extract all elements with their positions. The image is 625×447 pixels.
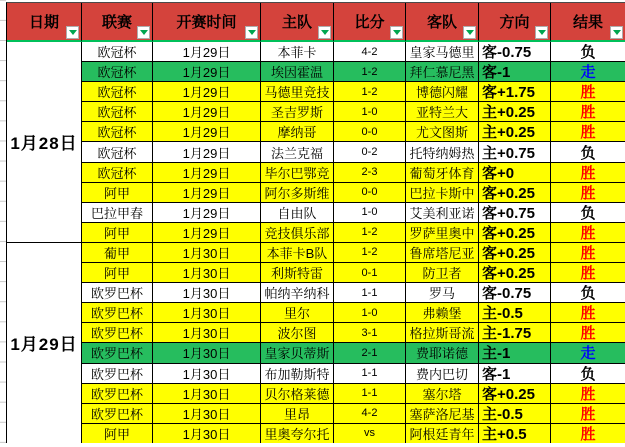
cell-time[interactable]: 1月30日 (153, 424, 261, 444)
filter-dropdown-icon (140, 30, 148, 35)
match-results-table (6, 2, 625, 444)
cell-direction[interactable]: 客+0.25 (479, 243, 551, 263)
cell-score[interactable]: 1-2 (334, 82, 406, 102)
filter-dropdown-icon (538, 30, 546, 35)
column-header-result (551, 3, 625, 42)
cell-score[interactable]: 0-0 (334, 183, 406, 203)
cell-home-team[interactable]: 摩纳哥 (261, 122, 334, 142)
cell-away-team[interactable]: 巴拉卡斯中 (406, 183, 479, 203)
cell-score[interactable]: 0-1 (334, 263, 406, 283)
cell-direction[interactable]: 客-1 (479, 62, 551, 82)
filter-dropdown-icon (248, 30, 256, 35)
cell-result[interactable]: 负 (551, 283, 625, 303)
cell-score[interactable]: 1-1 (334, 364, 406, 384)
cell-result[interactable]: 胜 (551, 102, 625, 122)
cell-league[interactable]: 欧冠杯 (82, 42, 153, 62)
cell-direction[interactable]: 客+0.25 (479, 183, 551, 203)
cell-away-team[interactable]: 阿根廷青年 (406, 424, 479, 444)
cell-time[interactable]: 1月30日 (153, 283, 261, 303)
cell-score[interactable]: 0-2 (334, 142, 406, 162)
cell-league[interactable]: 欧罗巴杯 (82, 303, 153, 323)
cell-result[interactable]: 走 (551, 62, 625, 82)
cell-away-team[interactable]: 罗萨里奥中 (406, 223, 479, 243)
cell-direction[interactable]: 主-0.5 (479, 303, 551, 323)
cell-time[interactable]: 1月30日 (153, 364, 261, 384)
cell-league[interactable]: 欧冠杯 (82, 163, 153, 183)
cell-league[interactable]: 欧罗巴杯 (82, 384, 153, 404)
filter-button-home[interactable] (318, 26, 331, 39)
cell-direction[interactable]: 客+0.25 (479, 223, 551, 243)
column-header-league (82, 3, 153, 42)
cell-result[interactable]: 胜 (551, 263, 625, 283)
cell-league[interactable]: 葡甲 (82, 243, 153, 263)
cell-league[interactable]: 阿甲 (82, 263, 153, 283)
cell-home-team[interactable]: 马德里竞技 (261, 82, 334, 102)
cell-score[interactable]: 1-0 (334, 203, 406, 223)
cell-result[interactable]: 胜 (551, 303, 625, 323)
cell-time[interactable]: 1月30日 (153, 384, 261, 404)
cell-direction[interactable]: 客+0.25 (479, 384, 551, 404)
cell-time[interactable]: 1月29日 (153, 102, 261, 122)
cell-away-team[interactable]: 费耶诺德 (406, 343, 479, 363)
cell-league[interactable]: 欧冠杯 (82, 102, 153, 122)
cell-result[interactable]: 胜 (551, 163, 625, 183)
cell-league[interactable]: 欧罗巴杯 (82, 364, 153, 384)
cell-result[interactable]: 负 (551, 203, 625, 223)
cell-league[interactable]: 阿甲 (82, 424, 153, 444)
cell-away-team[interactable]: 托特纳姆热 (406, 142, 479, 162)
cell-direction[interactable]: 客+0.25 (479, 263, 551, 283)
cell-score[interactable]: 2-1 (334, 343, 406, 363)
filter-button-result[interactable] (610, 26, 623, 39)
cell-away-team[interactable]: 弗赖堡 (406, 303, 479, 323)
cell-league[interactable]: 欧罗巴杯 (82, 323, 153, 343)
cell-time[interactable]: 1月30日 (153, 263, 261, 283)
cell-home-team[interactable]: 利斯特雷 (261, 263, 334, 283)
column-header-label: 主队 (281, 14, 312, 31)
cell-away-team[interactable]: 罗马 (406, 283, 479, 303)
date-cell[interactable]: 1月29日 (7, 243, 82, 444)
cell-away-team[interactable]: 艾美利亚诺 (406, 203, 479, 223)
filter-dropdown-icon (393, 30, 401, 35)
cell-score[interactable]: 2-3 (334, 163, 406, 183)
filter-button-league[interactable] (137, 26, 150, 39)
column-header-label: 方向 (499, 14, 530, 31)
cell-score[interactable]: 1-2 (334, 223, 406, 243)
cell-home-team[interactable]: 帕纳辛纳科 (261, 283, 334, 303)
cell-direction[interactable]: 主+0.75 (479, 142, 551, 162)
cell-away-team[interactable]: 亚特兰大 (406, 102, 479, 122)
cell-away-team[interactable]: 塞萨洛尼基 (406, 404, 479, 424)
cell-result[interactable]: 负 (551, 42, 625, 62)
column-header-date (7, 3, 82, 42)
column-header-label: 开赛时间 (176, 14, 237, 31)
cell-time[interactable]: 1月29日 (153, 203, 261, 223)
cell-home-team[interactable]: 里奥夸尔托 (261, 424, 334, 444)
cell-away-team[interactable]: 葡萄牙体育 (406, 163, 479, 183)
date-cell[interactable]: 1月28日 (7, 42, 82, 243)
cell-direction[interactable]: 客-0.75 (479, 283, 551, 303)
cell-time[interactable]: 1月29日 (153, 82, 261, 102)
cell-result[interactable]: 负 (551, 364, 625, 384)
cell-direction[interactable]: 客-1 (479, 364, 551, 384)
cell-time[interactable]: 1月30日 (153, 243, 261, 263)
cell-home-team[interactable]: 自由队 (261, 203, 334, 223)
cell-home-team[interactable]: 贝尔格莱德 (261, 384, 334, 404)
cell-away-team[interactable]: 尤文图斯 (406, 122, 479, 142)
cell-league[interactable]: 欧罗巴杯 (82, 283, 153, 303)
column-header-label: 日期 (28, 14, 59, 31)
cell-league[interactable]: 欧冠杯 (82, 142, 153, 162)
cell-away-team[interactable]: 塞尔塔 (406, 384, 479, 404)
cell-direction[interactable]: 客+0.75 (479, 203, 551, 223)
filter-button-direction[interactable] (535, 26, 548, 39)
filter-button-score[interactable] (390, 26, 403, 39)
cell-time[interactable]: 1月30日 (153, 323, 261, 343)
cell-score[interactable]: 3-1 (334, 323, 406, 343)
cell-home-team[interactable]: 圣吉罗斯 (261, 102, 334, 122)
cell-direction[interactable]: 客+0 (479, 163, 551, 183)
cell-score[interactable]: 1-2 (334, 243, 406, 263)
cell-score[interactable]: 1-1 (334, 283, 406, 303)
cell-result[interactable]: 胜 (551, 243, 625, 263)
cell-time[interactable]: 1月29日 (153, 183, 261, 203)
column-header-label: 联赛 (101, 14, 132, 31)
cell-home-team[interactable]: 波尔图 (261, 323, 334, 343)
column-header-label: 比分 (354, 14, 385, 31)
cell-result[interactable]: 胜 (551, 323, 625, 343)
cell-result[interactable]: 胜 (551, 122, 625, 142)
cell-result[interactable]: 胜 (551, 424, 625, 444)
cell-league[interactable]: 阿甲 (82, 223, 153, 243)
cell-score[interactable]: 4-2 (334, 404, 406, 424)
column-header-home (261, 3, 334, 42)
cell-score[interactable]: vs (334, 424, 406, 444)
cell-direction[interactable]: 客-0.75 (479, 42, 551, 62)
cell-score[interactable]: 1-2 (334, 62, 406, 82)
cell-result[interactable]: 负 (551, 142, 625, 162)
cell-home-team[interactable]: 布加勒斯特 (261, 364, 334, 384)
cell-direction[interactable]: 主-1.75 (479, 323, 551, 343)
cell-time[interactable]: 1月30日 (153, 404, 261, 424)
cell-away-team[interactable]: 格拉斯哥流 (406, 323, 479, 343)
cell-result[interactable]: 胜 (551, 404, 625, 424)
cell-time[interactable]: 1月30日 (153, 343, 261, 363)
cell-league[interactable]: 欧冠杯 (82, 122, 153, 142)
bottom-gutter (0, 443, 625, 447)
filter-dropdown-icon (466, 30, 474, 35)
cell-home-team[interactable]: 毕尔巴鄂竞 (261, 163, 334, 183)
filter-button-time[interactable] (245, 26, 258, 39)
cell-away-team[interactable]: 防卫者 (406, 263, 479, 283)
cell-time[interactable]: 1月29日 (153, 223, 261, 243)
cell-time[interactable]: 1月29日 (153, 62, 261, 82)
cell-result[interactable]: 胜 (551, 82, 625, 102)
cell-direction[interactable]: 主-1 (479, 343, 551, 363)
cell-result[interactable]: 走 (551, 343, 625, 363)
column-header-score (334, 3, 406, 42)
cell-time[interactable]: 1月29日 (153, 42, 261, 62)
cell-home-team[interactable]: 本菲卡 (261, 42, 334, 62)
cell-score[interactable]: 1-0 (334, 102, 406, 122)
cell-away-team[interactable]: 费内巴切 (406, 364, 479, 384)
cell-home-team[interactable]: 埃因霍温 (261, 62, 334, 82)
cell-direction[interactable]: 客+1.75 (479, 82, 551, 102)
cell-away-team[interactable]: 博德闪耀 (406, 82, 479, 102)
cell-result[interactable]: 胜 (551, 223, 625, 243)
cell-direction[interactable]: 主+0.25 (479, 122, 551, 142)
cell-result[interactable]: 胜 (551, 183, 625, 203)
column-header-label: 结果 (572, 14, 603, 31)
cell-score[interactable]: 0-0 (334, 122, 406, 142)
cell-league[interactable]: 欧冠杯 (82, 82, 153, 102)
cell-home-team[interactable]: 里昂 (261, 404, 334, 424)
cell-time[interactable]: 1月29日 (153, 142, 261, 162)
cell-league[interactable]: 阿甲 (82, 183, 153, 203)
column-header-away (406, 3, 479, 42)
cell-home-team[interactable]: 本菲卡B队 (261, 243, 334, 263)
cell-score[interactable]: 1-0 (334, 303, 406, 323)
cell-direction[interactable]: 主-0.5 (479, 404, 551, 424)
cell-direction[interactable]: 主+0.25 (479, 102, 551, 122)
filter-dropdown-icon (613, 30, 621, 35)
cell-league[interactable]: 欧罗巴杯 (82, 343, 153, 363)
column-header-direction (479, 3, 551, 42)
filter-dropdown-icon (321, 30, 329, 35)
column-header-time (153, 3, 261, 42)
cell-time[interactable]: 1月29日 (153, 122, 261, 142)
cell-home-team[interactable]: 法兰克福 (261, 142, 334, 162)
cell-score[interactable]: 4-2 (334, 42, 406, 62)
cell-league[interactable]: 巴拉甲春 (82, 203, 153, 223)
cell-time[interactable]: 1月29日 (153, 163, 261, 183)
filter-button-date[interactable] (66, 26, 79, 39)
cell-home-team[interactable]: 竞技俱乐部 (261, 223, 334, 243)
cell-home-team[interactable]: 皇家贝蒂斯 (261, 343, 334, 363)
cell-league[interactable]: 欧冠杯 (82, 62, 153, 82)
cell-direction[interactable]: 主+0.5 (479, 424, 551, 444)
filter-dropdown-icon (69, 30, 77, 35)
cell-league[interactable]: 欧罗巴杯 (82, 404, 153, 424)
cell-away-team[interactable]: 皇家马德里 (406, 42, 479, 62)
cell-time[interactable]: 1月30日 (153, 303, 261, 323)
cell-away-team[interactable]: 鲁席塔尼亚 (406, 243, 479, 263)
cell-home-team[interactable]: 里尔 (261, 303, 334, 323)
cell-score[interactable]: 1-1 (334, 384, 406, 404)
cell-result[interactable]: 胜 (551, 384, 625, 404)
cell-away-team[interactable]: 拜仁慕尼黑 (406, 62, 479, 82)
filter-button-away[interactable] (463, 26, 476, 39)
column-header-label: 客队 (426, 14, 457, 31)
cell-home-team[interactable]: 阿尔多斯维 (261, 183, 334, 203)
